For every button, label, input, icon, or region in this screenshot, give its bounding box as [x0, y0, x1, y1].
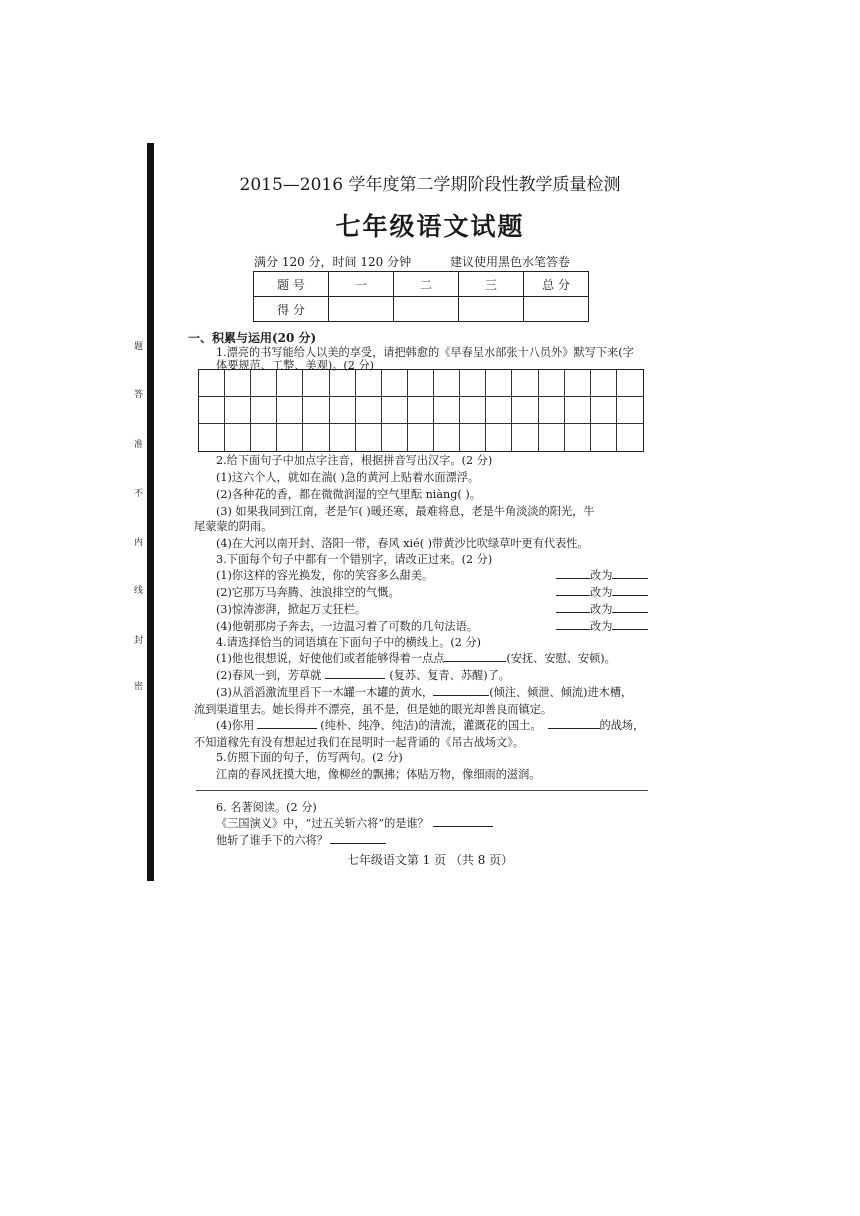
grid-cell[interactable] [408, 424, 434, 451]
grid-cell[interactable] [303, 370, 329, 397]
grid-cell[interactable] [199, 370, 225, 397]
grid-cell[interactable] [408, 397, 434, 424]
grid-cell[interactable] [382, 424, 408, 451]
grid-cell[interactable] [382, 370, 408, 397]
grid-cell[interactable] [277, 370, 303, 397]
question-1-text-cont: 体要规范、工整、美观)。(2 分) [216, 359, 375, 372]
gaiwei-label: 改为 [590, 620, 613, 633]
grid-cell[interactable] [199, 424, 225, 451]
binding-margin-char: 不 [134, 489, 144, 499]
grid-cell[interactable] [382, 397, 408, 424]
answer-blank[interactable] [433, 695, 489, 696]
question-4-text: (1)他也很想说，好使他们或者能够得着一点点 [216, 652, 445, 665]
grid-cell[interactable] [460, 397, 486, 424]
grid-cell[interactable] [225, 397, 251, 424]
binding-margin-char: 封 [134, 636, 144, 646]
grid-cell[interactable] [330, 424, 356, 451]
binding-margin-char: 线 [134, 586, 144, 596]
answer-blank[interactable] [612, 595, 648, 596]
correction-answer-row [556, 567, 648, 583]
question-2-item: (2)各种花的香，都在微微润湿的空气里酝 niàng( )。 [216, 488, 481, 501]
grid-cell[interactable] [277, 424, 303, 451]
grid-cell[interactable] [330, 370, 356, 397]
gaiwei-label: 改为 [590, 586, 613, 599]
grid-cell[interactable] [303, 397, 329, 424]
grid-cell[interactable] [591, 370, 617, 397]
question-4-options: (倾注、倾泄、倾流)进木槽， [489, 686, 633, 699]
binding-margin-char: 内 [134, 538, 144, 548]
grid-cell[interactable] [539, 397, 565, 424]
grid-cell[interactable] [330, 397, 356, 424]
question-2-title: 2.给下面句子中加点字注音，根据拼音写出汉字。(2 分) [216, 454, 493, 467]
grid-cell[interactable] [356, 397, 382, 424]
grid-cell[interactable] [565, 424, 591, 451]
question-2-item-cont: 尾蒙蒙的阴雨。 [194, 520, 273, 533]
exam-main-title: 七年级语文试题 [335, 212, 525, 241]
question-4-options: (安抚、安慰、安顿)。 [506, 652, 616, 665]
correction-answer-row [556, 601, 648, 617]
grid-cell[interactable] [225, 424, 251, 451]
grid-cell[interactable] [512, 424, 538, 451]
grid-cell[interactable] [434, 424, 460, 451]
correction-answer-row [556, 618, 648, 634]
binding-margin-char: 准 [134, 440, 144, 450]
question-3-item: (3)惊涛澎湃，掀起万丈狂栏。 [216, 603, 367, 616]
answer-blank[interactable] [257, 728, 317, 729]
gaiwei-label: 改为 [590, 603, 613, 616]
answer-blank[interactable] [325, 678, 385, 679]
question-2-item: (4)在大河以南开封、洛阳一带，春风 xié( )带黄沙比吹绿草叶更有代表性。 [216, 537, 589, 550]
exam-info-score-time: 满分 120 分，时间 120 分钟 [254, 255, 412, 269]
grid-cell[interactable] [251, 370, 277, 397]
answer-blank[interactable] [444, 661, 506, 662]
correction-answer-row [556, 584, 648, 600]
question-3-item: (1)你这样的容光换发，你的笑容多么甜美。 [216, 569, 434, 582]
score-table-header-cell: 二 [394, 272, 459, 297]
question-4-text: (2)春风一到，芳草就 [216, 669, 322, 682]
question-4-item [216, 684, 632, 700]
question-4-text: (3)从滔滔激流里舀下一木罐一木罐的黄水， [216, 686, 434, 699]
writing-grid[interactable] [198, 369, 644, 452]
score-cell[interactable] [524, 297, 589, 322]
question-2-item: (1)这六个人，就如在湍( )急的黄河上贴着水面漂浮。 [216, 471, 480, 484]
grid-cell[interactable] [434, 397, 460, 424]
answer-blank[interactable] [556, 595, 590, 596]
question-6-item [216, 815, 493, 831]
question-3-item: (4)他朝那房子奔去，一边温习着了可数的几句法语。 [216, 620, 478, 633]
question-4-item [216, 650, 616, 666]
grid-cell[interactable] [617, 397, 643, 424]
question-3-title: 3.下面每个句子中都有一个错别字，请改正过来。(2 分) [216, 553, 493, 566]
binding-margin-bar [147, 143, 154, 881]
question-4-item [216, 717, 644, 733]
answer-blank[interactable] [556, 629, 590, 630]
grid-cell[interactable] [539, 370, 565, 397]
gaiwei-label: 改为 [590, 569, 613, 582]
binding-margin-char: 题 [134, 342, 144, 352]
question-5-title: 5.仿照下面的句子，仿写两句。(2 分) [216, 751, 403, 764]
grid-cell[interactable] [617, 370, 643, 397]
score-table-row-label: 得 分 [254, 297, 329, 322]
grid-cell[interactable] [277, 397, 303, 424]
grid-cell[interactable] [199, 397, 225, 424]
answer-blank[interactable] [612, 612, 648, 613]
question-4-item [216, 667, 510, 683]
grid-cell[interactable] [356, 424, 382, 451]
score-cell[interactable] [394, 297, 459, 322]
grid-cell[interactable] [591, 397, 617, 424]
question-6-text: 他斩了谁手下的六将？ [216, 834, 328, 847]
page-footer: 七年级语文第 1 页 （共 8 页） [346, 853, 514, 867]
score-table-header-cell: 一 [329, 272, 394, 297]
answer-blank[interactable] [548, 728, 600, 729]
exam-info-pen-note: 建议使用黑色水笔答卷 [450, 255, 571, 269]
grid-cell[interactable] [303, 424, 329, 451]
binding-margin-char: 密 [134, 682, 144, 692]
question-4-text: (4)你用 [216, 719, 255, 732]
grid-cell[interactable] [512, 397, 538, 424]
score-cell[interactable] [459, 297, 524, 322]
grid-cell[interactable] [408, 370, 434, 397]
answer-blank[interactable] [330, 843, 386, 844]
question-4-options: (纯朴、纯净、纯洁)的清流，灌溉花的国土。 [320, 719, 542, 732]
question-4-options: (复苏、复青、苏醒)了。 [389, 669, 510, 682]
answer-blank[interactable] [556, 612, 590, 613]
answer-blank[interactable] [556, 578, 590, 579]
grid-cell[interactable] [460, 424, 486, 451]
grid-cell[interactable] [565, 397, 591, 424]
grid-cell[interactable] [434, 370, 460, 397]
grid-cell[interactable] [225, 370, 251, 397]
grid-cell[interactable] [539, 424, 565, 451]
grid-cell[interactable] [251, 397, 277, 424]
score-table-header-cell: 总 分 [524, 272, 589, 297]
grid-cell[interactable] [460, 370, 486, 397]
grid-cell[interactable] [617, 424, 643, 451]
score-table-header-cell: 题 号 [254, 272, 329, 297]
question-4-item-cont: 不知道稼先有没有想起过我们在昆明时一起背诵的《吊古战场文》。 [194, 736, 525, 749]
exam-header-title: 2015—2016 学年度第二学期阶段性教学质量检测 [239, 175, 621, 195]
answer-blank[interactable] [612, 629, 648, 630]
grid-cell[interactable] [512, 370, 538, 397]
grid-cell[interactable] [486, 370, 512, 397]
question-1-text: 1.漂亮的书写能给人以美的享受，请把韩愈的《早春呈水部张十八员外》默写下来(字 [216, 346, 634, 359]
section-title: 一、积累与运用(20 分) [188, 331, 317, 345]
question-4-item-cont: 流到渠道里去。她长得并不漂亮，虽不是，但是她的眼光却善良而镇定。 [194, 703, 553, 716]
answer-blank[interactable] [612, 578, 648, 579]
question-3-item: (2)它那万马奔腾、浊浪排空的气慨。 [216, 586, 400, 599]
grid-cell[interactable] [486, 397, 512, 424]
answer-line[interactable] [196, 790, 648, 791]
score-table [253, 271, 589, 322]
question-6-title: 6. 名著阅读。(2 分) [216, 801, 317, 814]
answer-blank[interactable] [433, 826, 493, 827]
grid-cell[interactable] [591, 424, 617, 451]
grid-cell[interactable] [565, 370, 591, 397]
question-4-text: 的战场， [599, 719, 645, 732]
score-table-header-cell: 三 [459, 272, 524, 297]
question-6-item [216, 832, 386, 848]
binding-margin-char: 答 [134, 390, 144, 400]
question-2-item: (3) 如果我同到江南，老是乍( )暖还寒，最难将息，老是牛角淡淡的阳光，牛 [216, 505, 595, 518]
question-6-text: 《三国演义》中，“过五关斩六将”的是谁？ [216, 817, 429, 830]
question-4-title: 4.请选择恰当的词语填在下面句子中的横线上。(2 分) [216, 636, 482, 649]
question-5-sample: 江南的春风抚摸大地，像柳丝的飘拂；体贴万物，像细雨的滋润。 [216, 768, 541, 781]
grid-cell[interactable] [251, 424, 277, 451]
score-cell[interactable] [329, 297, 394, 322]
grid-cell[interactable] [356, 370, 382, 397]
grid-cell[interactable] [486, 424, 512, 451]
